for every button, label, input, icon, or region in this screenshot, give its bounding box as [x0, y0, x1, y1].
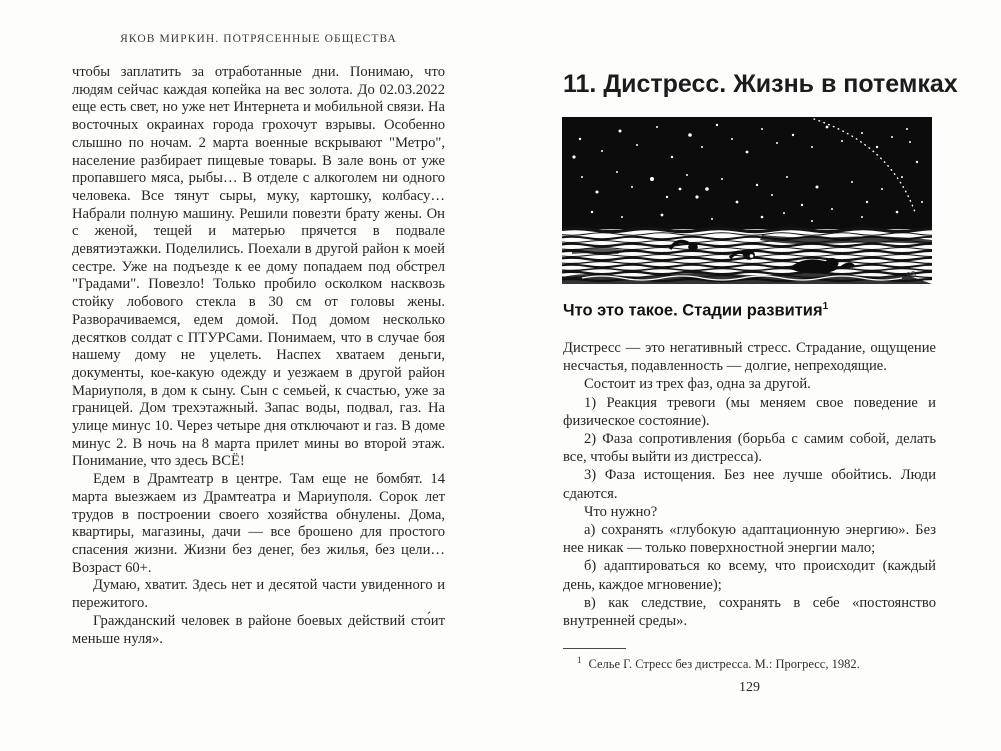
- body-paragraph: а) сохранять «глубокую адаптационную энергию». Без нее никак — только поверхностной энергии мало;: [563, 522, 936, 557]
- chapter-illustration: [562, 117, 932, 284]
- body-paragraph: чтобы заплатить за отработанные дни. Понимаю, что людям сейчас каждая копейка на вес золота. До 02.03.2022 еще есть свет, но уже нет Интернета и мобильной связи. На восточных окраинах города грохочут взрывы. Особенно слышно по ночам. 2 марта военные вскрывают "Метро", население разбирает пищевые товары. В зале вонь от уже пропавшего мяса, рыбы… В отделе с алкоголем ни одного человека. Все тянут сыры, муку, картошку, колбасу… Набрали полную машину. Решили повезти брату жены. Он с женой, тещей и матерью прячется в подвале девятиэтажки. Поделились. Поехали в другой район к моей сестре. Уже на подъезде к ее дому попадаем под обстрел "Градами". Повезло! Только пробило осколком насквозь стойку лобового стекла в 30 см от головы жены. Разворачиваемся, едем домой. Под домом несколько десятков солдат с ПТУРСами. Понимаем, что в случае боя нашему дому не уцелеть. Наспех хватаем деньги, документы, кое-какую одежду и уезжаем в другой район Мариуполя, в дом к сыну. Сын с семьей, к счастью, уже за границей. Дом трехэтажный. Запас воды, подвал, газ. На улице минус 10. Через четыре дня отключают и газ. В доме минус 2. В ночь на 8 марта прилет мины во второй этаж. Понимание, что здесь ВСЁ!: [72, 64, 445, 470]
- body-paragraph: Гражданский человек в районе боевых действий сто́ит меньше нуля».: [72, 612, 445, 647]
- section-heading-text: Что это такое. Стадии развития: [563, 301, 823, 320]
- body-paragraph: 1) Реакция тревоги (мы меняем свое поведение и физическое состояние).: [563, 394, 936, 429]
- body-paragraph: б) адаптироваться ко всему, что происходит (каждый день, каждое мгновение);: [563, 558, 936, 593]
- footnote-marker: 1: [577, 655, 582, 665]
- right-page-body: [563, 339, 936, 630]
- left-page-body: [72, 64, 445, 648]
- body-paragraph: 3) Фаза истощения. Без нее лучше обойтись. Люди сдаются.: [563, 467, 936, 502]
- running-header: ЯКОВ МИРКИН. ПОТРЯСЕННЫЕ ОБЩЕСТВА: [120, 33, 397, 45]
- body-paragraph: в) как следствие, сохранять в себе «постоянство внутренней среды».: [563, 594, 936, 630]
- chapter-title: 11. Дистресс. Жизнь в потемках: [563, 70, 958, 98]
- artist-signature: 93: [905, 269, 917, 280]
- body-paragraph: Дистресс — это негативный стресс. Страдание, ощущение несчастья, подавленность — долгие, непреходящие.: [563, 340, 936, 375]
- body-paragraph: 2) Фаза сопротивления (борьба с самим собой, делать все, чтобы выйти из дистресса).: [563, 431, 936, 466]
- footnote-reference: 1: [822, 301, 829, 312]
- body-paragraph: Что нужно?: [584, 503, 658, 520]
- night-sky: [562, 117, 932, 229]
- section-heading: [563, 301, 936, 321]
- body-paragraph: Едем в Драмтеатр в центре. Там еще не бомбят. 14 марта выезжаем из Драмтеатра и Мариуполя. Сорок лет трудов в построении своего хозяйства обнулены. Дома, квартиры, магазины, дачи — все брошено для простого спасения жизни. Жизни без денег, без жилья, без цели… Возраст 60+.: [72, 471, 445, 576]
- page-number: 129: [739, 680, 760, 695]
- footnote-rule: [563, 648, 626, 649]
- body-paragraph: Состоит из трех фаз, одна за другой.: [584, 376, 811, 393]
- footnote: [563, 655, 936, 672]
- body-paragraph: Думаю, хватит. Здесь нет и десятой части увиденного и пережитого.: [72, 577, 445, 612]
- footnote-text: Селье Г. Стресс без дистресса. М.: Прогресс, 1982.: [588, 657, 860, 672]
